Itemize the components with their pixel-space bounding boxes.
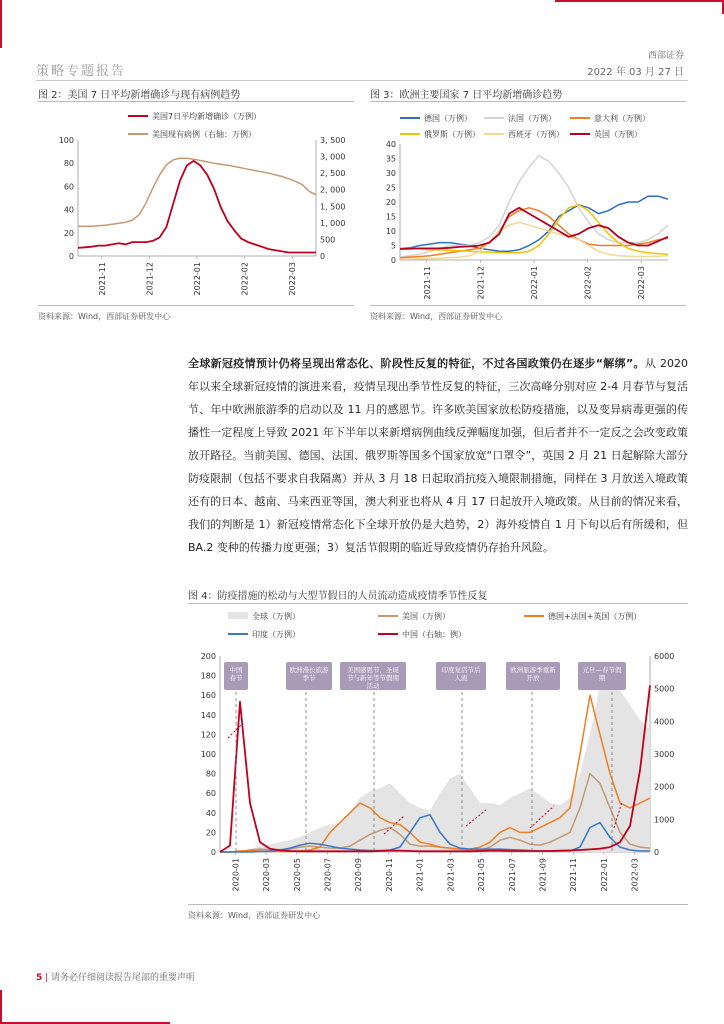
fig4-ytick-left: 160 <box>200 691 216 701</box>
fig2-xtick-label: 2021-11 <box>97 262 107 296</box>
fig4-ytick-left: 100 <box>200 750 216 759</box>
fig4-ytick-right: 6000 <box>654 652 675 661</box>
fig4-ytick-left: 120 <box>200 730 216 740</box>
fig4-legend-swatch <box>228 612 248 619</box>
fig4-ytick-right: 1000 <box>654 815 675 825</box>
fig3-xtick-label: 2021-12 <box>476 266 486 300</box>
figure4-chart <box>188 606 688 902</box>
fig2-series-line <box>78 158 316 226</box>
fig2-ytick-left: 80 <box>63 159 74 169</box>
fig4-ytick-right: 4000 <box>654 717 675 727</box>
fig4-ytick-left: 20 <box>205 828 216 838</box>
fig4-xtick-label: 2020-07 <box>323 858 333 892</box>
fig2-ytick-left: 100 <box>58 136 74 145</box>
fig3-ytick-left: 35 <box>385 154 396 164</box>
fig2-ytick-right: 1, 500 <box>320 202 346 212</box>
fig3-ytick-left: 40 <box>385 140 396 149</box>
fig4-annotation-text: 节与新年等节假期 <box>347 674 399 682</box>
fig2-ytick-right: 3, 500 <box>320 136 346 145</box>
fig4-ytick-right: 2000 <box>654 782 675 792</box>
fig4-xtick-label: 2022-01 <box>599 858 609 892</box>
fig2-xtick-label: 2022-03 <box>288 262 298 296</box>
fig2-ytick-right: 0 <box>320 252 326 261</box>
fig4-ytick-left: 60 <box>205 789 216 799</box>
fig4-xtick-label: 2021-03 <box>446 858 456 892</box>
fig4-ytick-right: 0 <box>654 848 660 857</box>
fig4-xtick-label: 2021-11 <box>569 858 579 892</box>
fig3-legend-label: 西班牙（万例） <box>508 130 564 139</box>
fig3-ytick-left: 5 <box>390 241 396 251</box>
fig4-xtick-label: 2022-03 <box>630 858 640 892</box>
fig4-annotation-text: 印度复活节后 <box>441 666 481 674</box>
fig4-xtick-label: 2021-01 <box>415 858 425 892</box>
fig4-legend-label: 中国（右轴：例） <box>402 630 466 639</box>
fig3-ytick-left: 25 <box>385 183 396 193</box>
footer: 5 | 请务必仔细阅读报告尾部的重要声明 <box>36 973 196 983</box>
fig4-xtick-label: 2021-09 <box>538 858 548 892</box>
fig4-annotation-text: 元旦—春节假 <box>582 666 622 674</box>
fig4-ytick-left: 140 <box>200 710 216 720</box>
fig3-xtick-label: 2022-02 <box>583 266 593 300</box>
fig4-annotation-text: 中国 <box>229 666 243 674</box>
fig3-ytick-left: 15 <box>385 212 396 222</box>
fig4-ytick-right: 5000 <box>654 684 675 694</box>
fig3-xtick-label: 2022-03 <box>637 266 647 300</box>
fig4-xtick-label: 2021-07 <box>507 858 517 892</box>
fig4-legend-label: 印度（万例） <box>252 630 300 639</box>
fig2-ytick-right: 500 <box>320 235 336 245</box>
fig4-annotation-text: 美国感恩节，圣诞 <box>347 666 399 674</box>
header-divider <box>36 80 688 81</box>
fig4-ytick-left: 0 <box>210 848 216 857</box>
fig2-xtick-label: 2022-02 <box>240 262 250 296</box>
fig4-annotation-text: 春节 <box>229 674 243 682</box>
figure4-source: 资料来源：Wind，西部证券研发中心 <box>188 911 321 920</box>
figure2-rule <box>38 101 354 102</box>
corner-accent-top-right <box>555 0 724 2</box>
fig2-ytick-right: 3, 000 <box>320 152 346 162</box>
fig4-ytick-left: 180 <box>200 671 216 681</box>
fig2-ytick-left: 40 <box>63 205 74 215</box>
fig4-ytick-left: 40 <box>205 808 216 818</box>
fig4-annotation-text: 季节 <box>302 674 316 682</box>
fig3-ytick-left: 30 <box>385 169 396 178</box>
fig3-ytick-left: 0 <box>390 256 396 265</box>
fig4-annotation-text: 欧洲漫长旅游 <box>289 666 329 674</box>
fig2-legend-label: 美国7日平均新增确诊（万例） <box>152 112 262 121</box>
figure3-bottom-rule <box>370 305 686 306</box>
fig2-ytick-right: 2, 500 <box>320 169 346 179</box>
fig4-annotation-text: 开放 <box>526 674 540 682</box>
brand-name: 西部证券 <box>647 51 684 61</box>
fig4-legend-label: 全球（万例） <box>252 612 300 621</box>
page-number: 5 <box>36 973 43 983</box>
fig3-xtick-label: 2021-11 <box>422 266 432 300</box>
report-date: 2022 年 03 月 27 日 <box>587 67 684 78</box>
fig3-legend-label: 法国（万例） <box>508 114 556 123</box>
corner-accent-bottom-left <box>0 990 2 1024</box>
fig4-legend-label: 美国（万例） <box>402 612 450 621</box>
figure2-title: 图 2：美国 7 日平均新增确诊与现有病例趋势 <box>38 90 241 101</box>
figure3-chart <box>370 104 688 304</box>
figure3-rule <box>370 101 686 102</box>
fig3-ytick-left: 20 <box>385 198 396 207</box>
figure3-title: 图 3：欧洲主要国家 7 日平均新增确诊趋势 <box>370 90 563 101</box>
paragraph-body: 从 2020 年以来全球新冠疫情的演进来看，疫情呈现出季节性反复的特征，三次高峰分别对应 2-4 月春节与复活节、年中欧洲旅游季的启动以及 11 月的感恩节。许多欧美国家放松防疫措施，以及变异病毒更强的传播性一定程度上导致 2021 年下半年以来新增病例曲线反弹幅度加强，但后者并不一定反之会改变政策放开路径。当前美国、德国、法国、俄罗斯等国多个国家放宽“口罩令”，英国 2 月 21 日起解除大部分防疫限制（包括不要求自我隔离）并从 3 月 18 日起取消抗疫入境限制措施，同样在 3 月放送入境政策还有的日本、越南、马来西亚等国，澳大利亚也将从 4 月 17 日起放开入境政策。从目前的情况来看，我们的判断是 1）新冠疫情常态化下全球开放仍是大趋势，2）海外疫情自 1 月下旬以后有所缓和，但 BA.2 变种的传播力度更强；3）复活节假期的临近导致疫情仍存抬升风险。 <box>188 357 688 554</box>
fig3-legend-label: 意大利（万例） <box>594 114 650 123</box>
fig4-annotation-text: 人流 <box>454 674 468 682</box>
fig3-legend-label: 英国（万例） <box>594 130 642 139</box>
fig4-xtick-label: 2020-11 <box>384 858 394 892</box>
fig2-ytick-right: 2, 000 <box>320 185 346 195</box>
figure3-source: 资料来源：Wind，西部证券研发中心 <box>370 312 503 321</box>
figure2-bottom-rule <box>38 305 354 306</box>
fig4-xtick-label: 2020-05 <box>292 858 302 892</box>
fig4-ytick-left: 80 <box>205 769 216 779</box>
fig4-annotation-text: 欧洲旅游季重新 <box>510 666 556 674</box>
footer-notice: 请务必仔细阅读报告尾部的重要声明 <box>51 973 196 983</box>
fig2-ytick-left: 0 <box>68 252 74 261</box>
fig3-xtick-label: 2022-01 <box>530 266 539 300</box>
body-paragraph <box>188 352 688 559</box>
figure4-rule <box>188 603 688 604</box>
paragraph-lead: 全球新冠疫情预计仍将呈现出常态化、阶段性反复的特征，不过各国政策仍在逐步“解绑”。 <box>188 357 645 370</box>
figure2-source: 资料来源：Wind，西部证券研发中心 <box>38 312 171 321</box>
fig4-xtick-label: 2021-05 <box>477 858 487 892</box>
fig4-ytick-right: 3000 <box>654 750 675 759</box>
fig4-annotation-text: 活动 <box>366 682 380 690</box>
fig4-trend-arrow <box>228 724 242 738</box>
fig4-xtick-label: 2020-01 <box>231 858 241 892</box>
fig2-series-line <box>78 161 316 253</box>
fig4-xtick-label: 2020-09 <box>354 858 364 892</box>
fig3-legend-label: 俄罗斯（万例） <box>424 130 480 139</box>
fig2-ytick-right: 1, 000 <box>320 218 346 228</box>
fig2-ytick-left: 20 <box>63 228 74 238</box>
fig2-legend-label: 美国现有病例（右轴：万例） <box>152 130 256 139</box>
figure4-title: 图 4：防疫措施的松动与大型节假日的人员流动造成疫情季节性反复 <box>188 591 488 602</box>
fig3-series-line <box>400 205 668 254</box>
fig4-annotation-text: 期 <box>598 674 606 682</box>
fig4-xtick-label: 2020-03 <box>262 858 272 892</box>
fig2-xtick-label: 2021-12 <box>145 262 155 296</box>
fig3-ytick-left: 10 <box>385 227 396 236</box>
fig2-ytick-left: 60 <box>63 182 74 192</box>
report-type: 策略专题报告 <box>36 64 127 79</box>
corner-accent-top-left <box>0 0 2 48</box>
figure2-chart <box>38 104 356 304</box>
fig2-xtick-label: 2022-01 <box>193 262 202 296</box>
fig4-legend-label: 德国+法国+英国（万例） <box>548 612 642 621</box>
fig3-legend-label: 德国（万例） <box>424 114 472 123</box>
figure4-bottom-rule <box>188 904 688 905</box>
fig4-ytick-left: 200 <box>200 652 216 661</box>
